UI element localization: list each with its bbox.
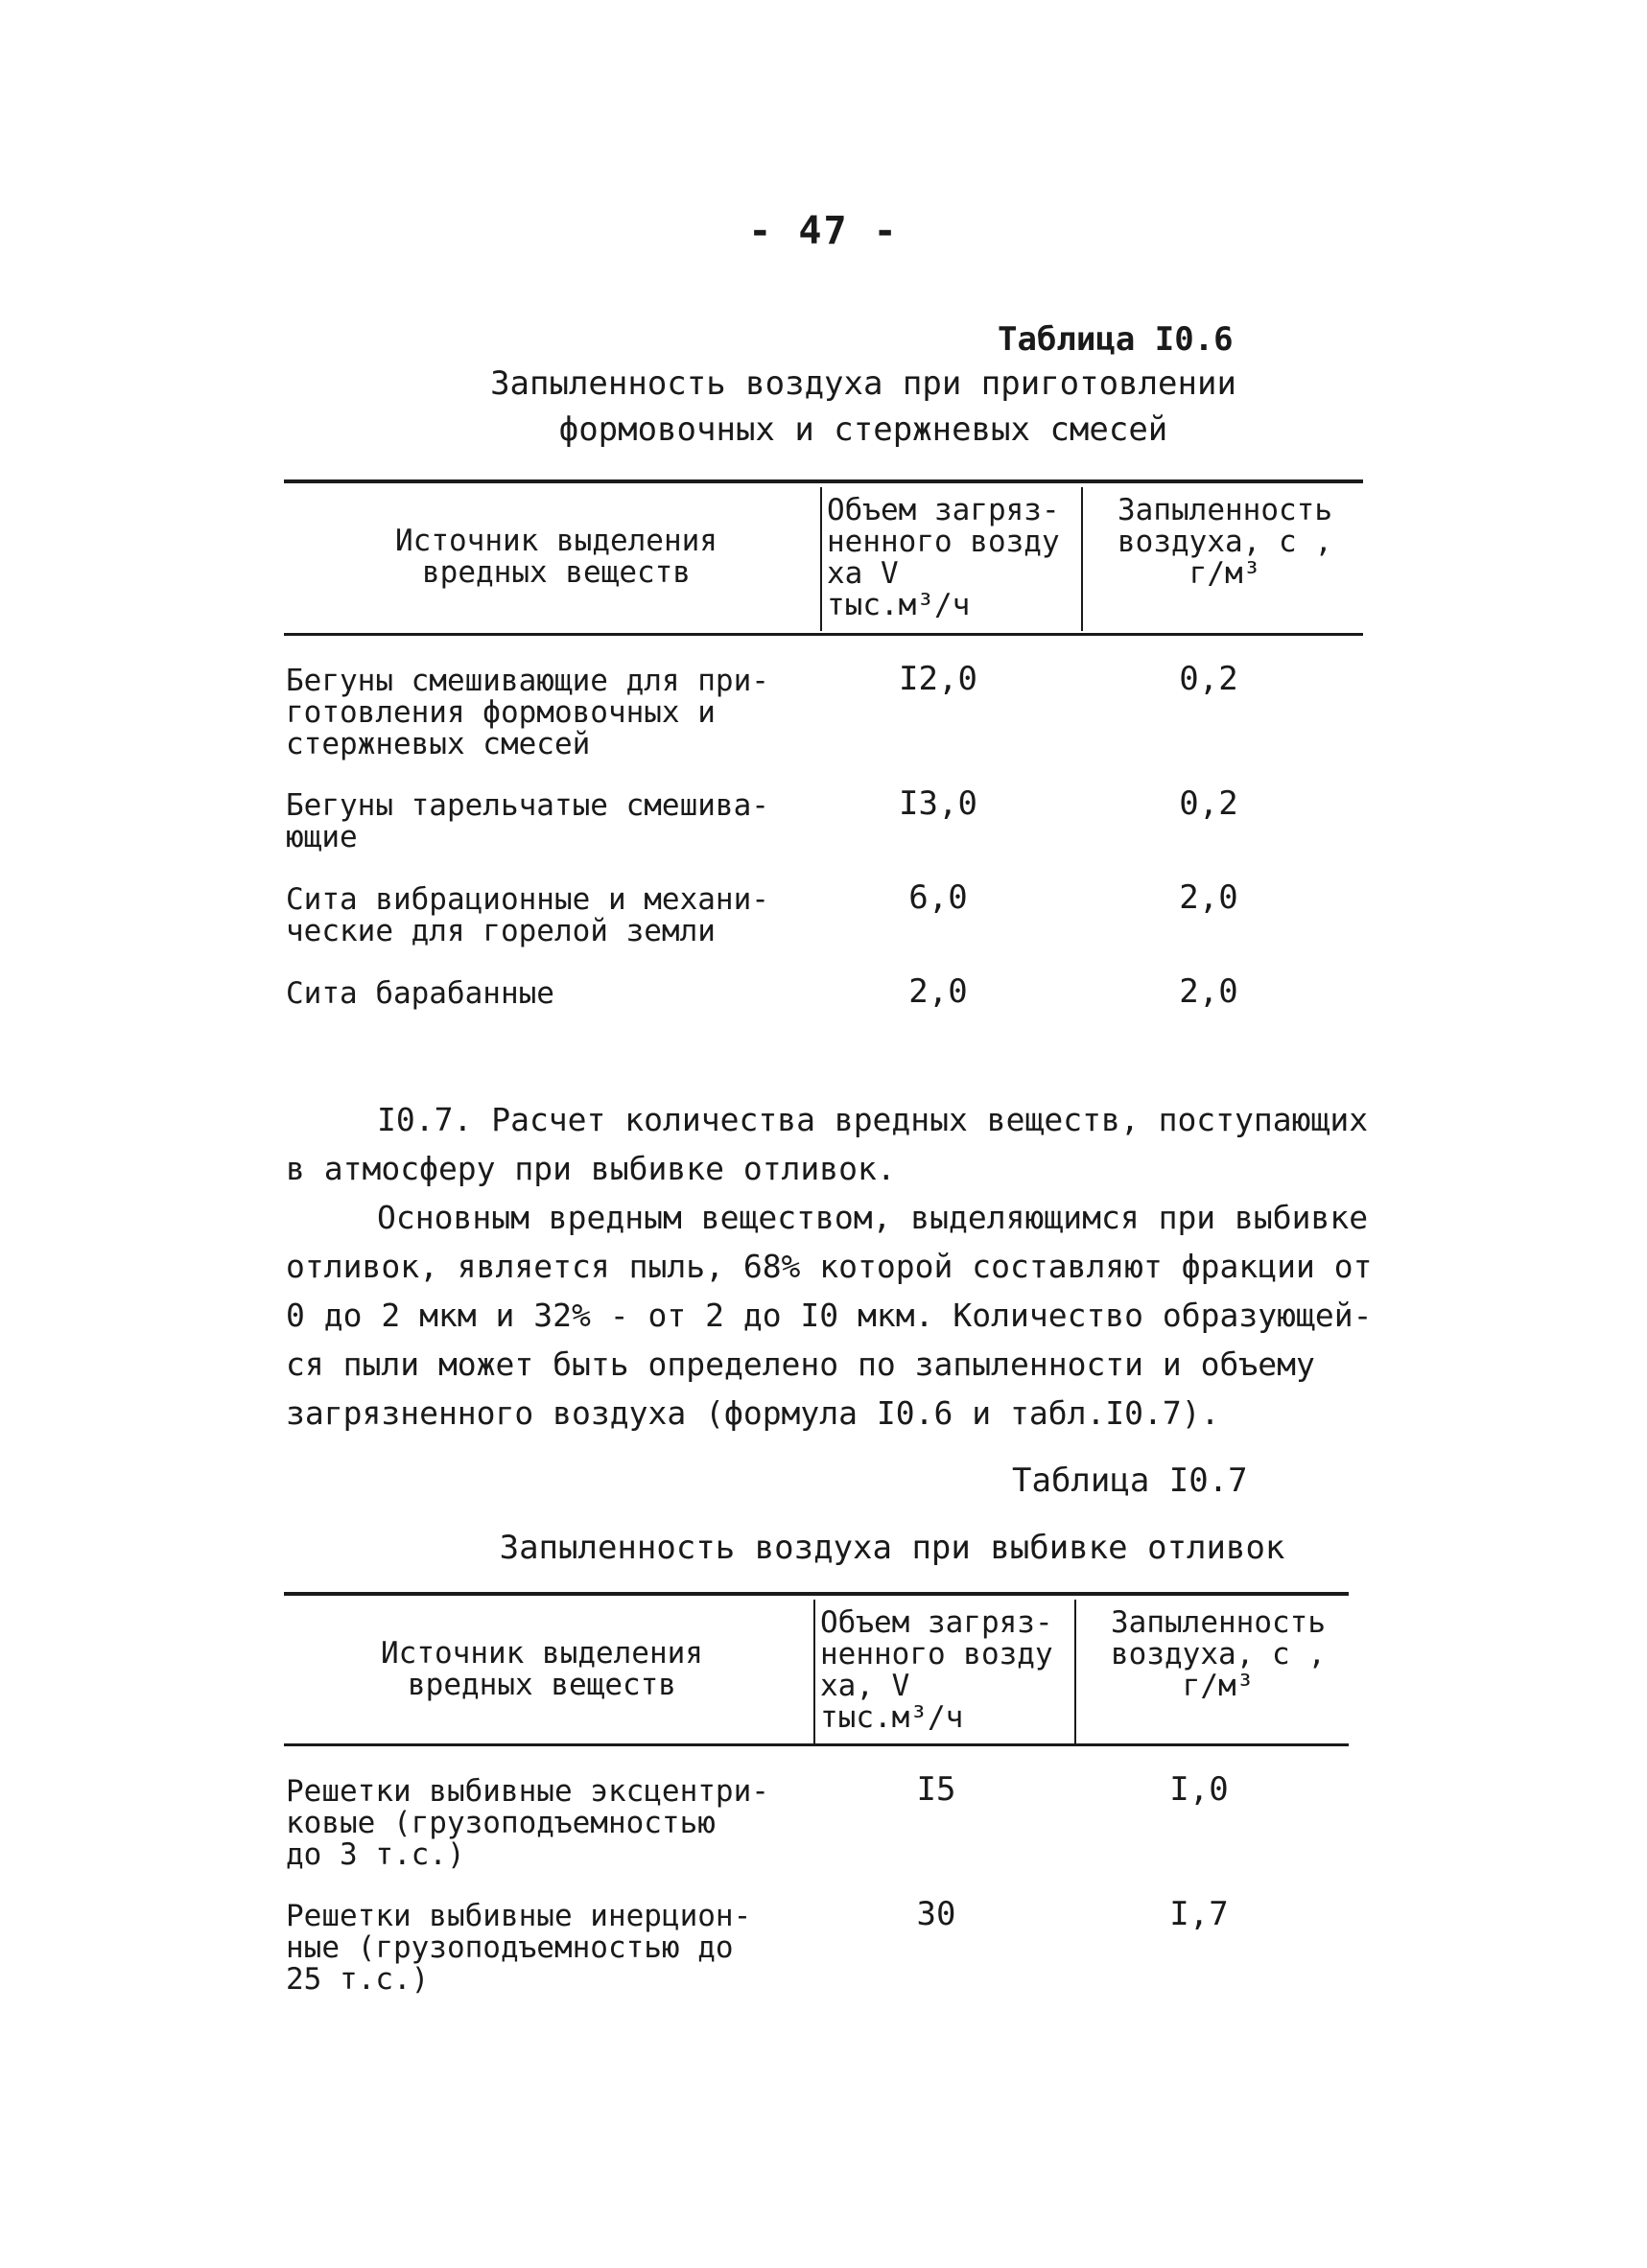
table-10-7-header-source: Источник выделения вредных веществ (381, 1636, 703, 1702)
table-10-7-col-divider-1 (813, 1600, 815, 1743)
table-cell-volume: 2,0 (908, 972, 968, 1011)
table-cell-volume: I3,0 (899, 784, 977, 823)
table-10-6-top-rule (284, 479, 1363, 483)
table-10-7-label: Таблица I0.7 (1012, 1461, 1248, 1500)
paragraph-line: отливок, является пыль, 68% которой составляют фракции от (286, 1248, 1373, 1285)
section-10-7-text (286, 1095, 1373, 1438)
table-10-6-col-divider-1 (820, 487, 822, 631)
paragraph-line: в атмосферу при выбивке отливок. (286, 1150, 896, 1187)
table-10-6-header-volume: Объем загряз- ненного возду ха V тыс.м³/ч (827, 493, 1060, 622)
table-cell-volume: I2,0 (899, 660, 977, 698)
table-10-6-header-source: Источник выделения вредных веществ (395, 524, 718, 590)
table-10-7-header-dust: Запыленность воздуха, с , г/м³ (1111, 1605, 1326, 1703)
table-row: Сита барабанные (286, 976, 554, 1011)
table-10-6-col-divider-2 (1081, 487, 1083, 631)
table-10-6-title-line-1: Запыленность воздуха при приготовлении (490, 364, 1236, 403)
table-10-7-title (412, 1525, 1372, 1571)
table-10-7-header-volume: Объем загряз- ненного возду ха, V тыс.м³/ч (820, 1605, 1053, 1735)
paragraph-line: загрязненного воздуха (формула I0.6 и табл.I0.7). (286, 1394, 1220, 1432)
page-number: - 47 - (748, 209, 899, 253)
table-row: Решетки выбивные эксцентри- ковые (грузоподъемностью до 3 т.с.) (286, 1774, 769, 1872)
table-row: Бегуны смешивающие для при- готовления формовочных и стержневых смесей (286, 664, 769, 761)
table-cell-dust: I,0 (1169, 1770, 1229, 1809)
table-10-7-top-rule (284, 1592, 1349, 1596)
paragraph-line: Основным вредным веществом, выделяющимся при выбивке (377, 1199, 1369, 1236)
table-cell-dust: 2,0 (1179, 878, 1238, 917)
paragraph-line: I0.7. Расчет количества вредных веществ, поступающих (377, 1101, 1369, 1138)
table-10-6-title-line-2: формовочных и стержневых смесей (558, 410, 1168, 449)
table-cell-volume: 30 (916, 1895, 956, 1933)
table-10-6-label: Таблица I0.6 (998, 320, 1234, 359)
table-10-7-header-rule (284, 1743, 1349, 1746)
table-10-6-header-dust: Запыленность воздуха, с , г/м³ (1118, 493, 1332, 591)
table-10-6-header-rule (284, 633, 1363, 636)
table-row: Решетки выбивные инерцион- ные (грузоподъемностью до 25 т.с.) (286, 1899, 752, 1997)
table-row: Сита вибрационные и механи- ческие для горелой земли (286, 882, 769, 948)
table-10-7-col-divider-2 (1074, 1600, 1076, 1743)
table-cell-dust: 0,2 (1179, 784, 1238, 823)
table-cell-volume: 6,0 (908, 878, 968, 917)
table-10-6-title (412, 361, 1314, 453)
table-cell-dust: 0,2 (1179, 660, 1238, 698)
table-cell-dust: 2,0 (1179, 972, 1238, 1011)
table-cell-volume: I5 (916, 1770, 956, 1809)
table-10-7-title-line-1: Запыленность воздуха при выбивке отливок (499, 1529, 1285, 1567)
paragraph-line: ся пыли может быть определено по запыленности и объему (286, 1345, 1315, 1383)
paragraph-line: 0 до 2 мкм и 32% - от 2 до I0 мкм. Количество образующей- (286, 1297, 1373, 1334)
table-row: Бегуны тарельчатые смешива- ющие (286, 788, 769, 854)
table-cell-dust: I,7 (1169, 1895, 1229, 1933)
